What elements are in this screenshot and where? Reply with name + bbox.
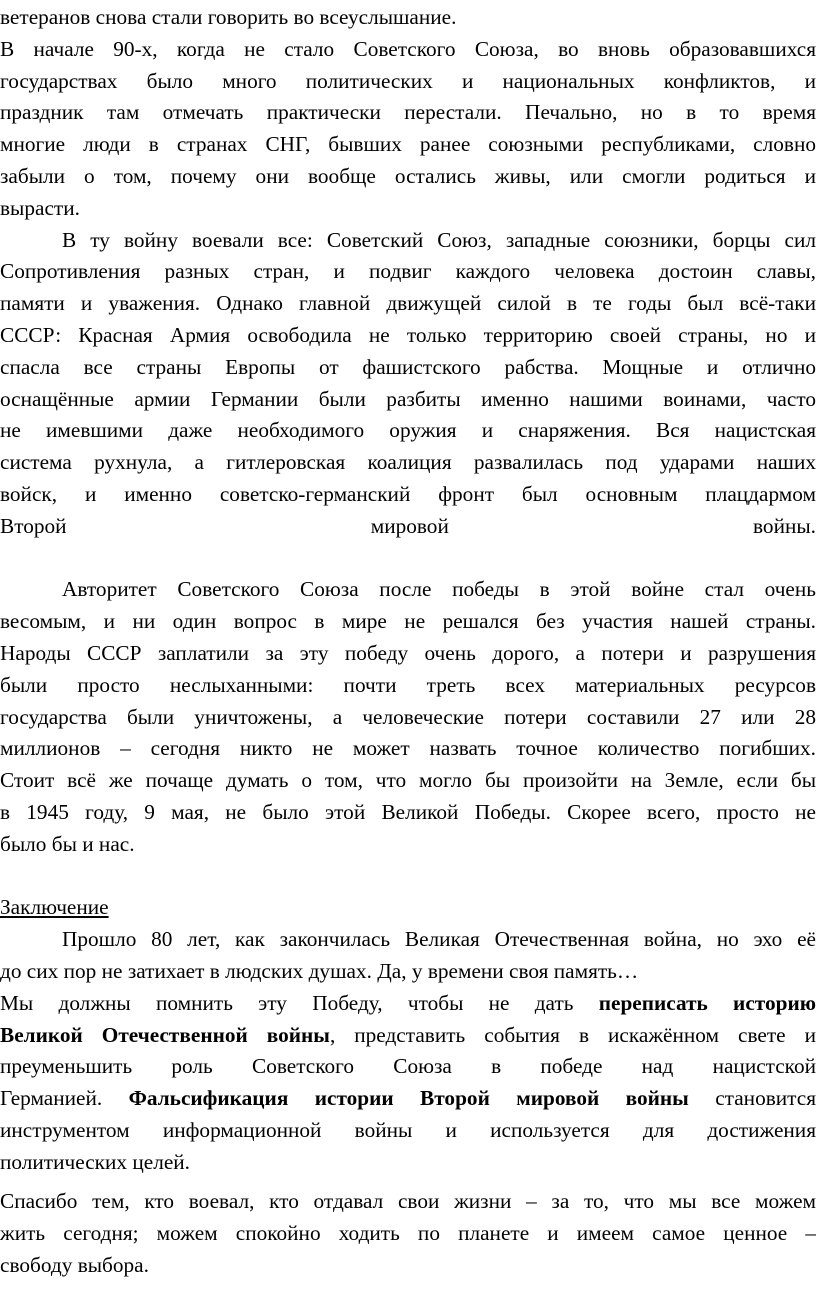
paragraph-conclusion	[0, 924, 816, 988]
text-span: становится	[688, 1086, 816, 1111]
text-line: войск, и именно советско-германский фронт был основным плацдармом	[0, 481, 816, 506]
bold-phrase: Фальсификация истории Второй мировой войны	[128, 1086, 689, 1111]
text-line: спасла все страны Европы от фашистского рабства. Мощные и отлично	[0, 354, 816, 379]
paragraph-intro	[0, 2, 816, 225]
text-line: весомым, и ни один вопрос в мире не решался без участия нашей страны.	[0, 609, 816, 634]
text-span: Мы должны помнить эту Победу, чтобы не дать	[0, 990, 599, 1015]
text-line: инструментом информационной войны и используется для достижения	[0, 1117, 816, 1142]
text-line: свободу выбора.	[0, 1253, 149, 1278]
text-line: жить сегодня; можем спокойно ходить по планете и имеем самое ценное –	[0, 1221, 816, 1246]
text-line	[0, 1020, 816, 1052]
paragraph-spacing	[0, 1178, 816, 1186]
text-line: в 1945 году, 9 мая, не было этой Великой Победы. Скорее всего, просто не	[0, 799, 816, 824]
text-line: до сих пор не затихает в людских душах. Да, у времени своя память…	[0, 958, 639, 983]
text-span: , представить события в искажённом свете и	[329, 1022, 816, 1047]
blank-line	[0, 543, 816, 575]
text-line: забыли о том, почему они вообще остались живы, или смогли родиться и	[0, 163, 816, 188]
text-line: было бы и нас.	[0, 831, 135, 856]
text-line: Прошло 80 лет, как закончилась Великая Отечественная война, но эхо её	[62, 927, 816, 952]
text-line	[0, 1083, 816, 1115]
paragraph-authority	[0, 574, 816, 860]
text-line: Сопротивления разных стран, и подвиг каждого человека достоин славы,	[0, 259, 816, 284]
paragraph-war	[0, 225, 816, 543]
text-line: В ту войну воевали все: Советский Союз, западные союзники, борцы сил	[62, 227, 816, 252]
text-line: Народы СССР заплатили за эту победу очень дорого, а потери и разрушения	[0, 640, 816, 665]
paragraph-remember	[0, 988, 816, 1179]
bold-phrase: Великой Отечественной войны	[0, 1022, 330, 1047]
text-line: СССР: Красная Армия освободила не только территорию своей страны, но и	[0, 322, 816, 347]
blank-line	[0, 861, 816, 893]
bold-phrase: переписать историю	[598, 990, 816, 1015]
text-line	[0, 988, 816, 1020]
text-line: система рухнула, а гитлеровская коалиция развалилась под ударами наших	[0, 450, 816, 475]
text-line: не имевшими даже необходимого оружия и снаряжения. Вся нацистская	[0, 418, 816, 443]
text-line: Стоит всё же почаще думать о том, что могло бы произойти на Земле, если бы	[0, 768, 816, 793]
text-line: праздник там отмечать практически перестали. Печально, но в то время	[0, 100, 816, 125]
text-line: государствах было много политических и национальных конфликтов, и	[0, 68, 816, 93]
text-line: многие люди в странах СНГ, бывших ранее союзными республиками, словно	[0, 132, 816, 157]
text-line: политических целей.	[0, 1149, 191, 1174]
text-line: ветеранов снова стали говорить во всеуслышание.	[0, 5, 457, 29]
heading-conclusion: Заключение	[0, 895, 109, 920]
text-span: Германией.	[0, 1086, 129, 1111]
text-line: вырасти.	[0, 195, 80, 220]
text-line: В начале 90-х, когда не стало Советского Союза, во вновь образовавшихся	[0, 36, 816, 61]
text-line: Авторитет Советского Союза после победы в этой войне стал очень	[62, 577, 816, 602]
text-line: Второй мировой войны.	[0, 513, 816, 538]
section-heading	[0, 892, 816, 924]
text-line: миллионов – сегодня никто не может назвать точное количество погибших.	[0, 736, 816, 761]
text-line: государства были уничтожены, а человеческие потери составили 27 или 28	[0, 704, 816, 729]
text-line: оснащённые армии Германии были разбиты именно нашими воинами, часто	[0, 386, 816, 411]
text-line: преуменьшить роль Советского Союза в победе над нацистской	[0, 1054, 816, 1079]
paragraph-thanks	[0, 1186, 816, 1281]
text-line: Спасибо тем, кто воевал, кто отдавал свои жизни – за то, что мы все можем	[0, 1189, 816, 1214]
text-line: памяти и уважения. Однако главной движущей силой в те годы был всё-таки	[0, 291, 816, 316]
text-line: были просто неслыханными: почти треть всех материальных ресурсов	[0, 672, 816, 697]
